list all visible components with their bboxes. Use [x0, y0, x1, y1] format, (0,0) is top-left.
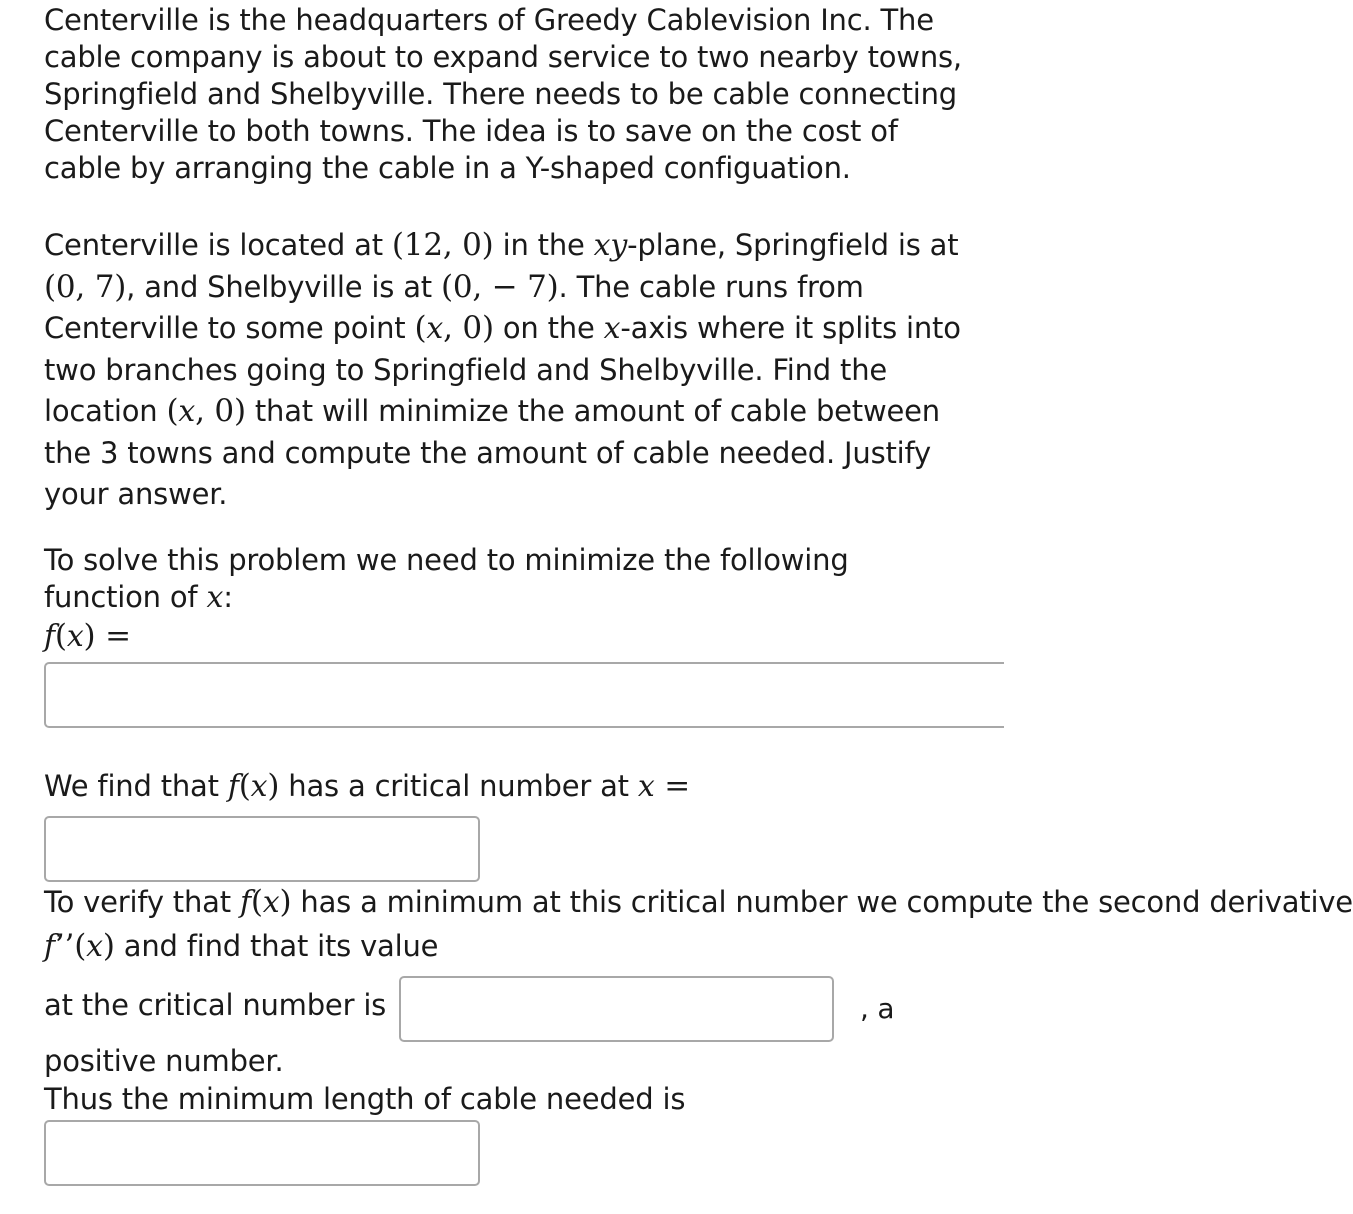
- problem-text: -axis where it splits into two branches going to Springfield and Shelbyville. Find the location: [44, 311, 961, 428]
- split-point-open: (: [414, 310, 427, 346]
- verify-line-1: [44, 884, 1353, 921]
- verify-line-2: [44, 928, 438, 965]
- min-length-label: Thus the minimum length of cable needed is: [44, 1082, 686, 1116]
- positive-suffix: , a: [860, 992, 895, 1025]
- fx-label: [44, 618, 131, 655]
- second-derivative-input[interactable]: [399, 976, 834, 1042]
- f-symbol: f: [44, 619, 55, 654]
- x-symbol: x: [603, 311, 621, 346]
- f-symbol: f: [239, 885, 251, 920]
- instruction-text: To solve this problem we need to minimize the following function of: [44, 543, 849, 614]
- x-symbol: x: [250, 769, 268, 804]
- xy-symbol: xy: [593, 228, 628, 263]
- x-symbol: x: [66, 619, 84, 654]
- verify-text: To verify that: [44, 885, 240, 919]
- verify-line-3: at the critical number is: [44, 988, 387, 1022]
- paren-open: (: [74, 928, 87, 964]
- problem-text: on the: [493, 311, 604, 345]
- paren-close: ): [83, 618, 96, 654]
- shelbyville-coord: (0, − 7): [440, 268, 559, 305]
- f-symbol: f: [44, 929, 55, 964]
- location-close: , 0): [195, 393, 246, 429]
- paren-open: (: [238, 768, 251, 804]
- critical-number-input[interactable]: [44, 816, 480, 882]
- double-prime: ’’: [54, 928, 75, 964]
- problem-text: . The cable runs from Centerville to some point: [44, 269, 864, 345]
- verify-text: has a minimum at this critical number we compute the second derivative: [291, 885, 1353, 919]
- paren-close: ): [279, 884, 292, 920]
- x-symbol: x: [206, 580, 224, 615]
- min-length-input[interactable]: [44, 1120, 480, 1186]
- paren-open: (: [54, 618, 67, 654]
- problem-text: , and Shelbyville is at: [126, 269, 441, 304]
- critical-text: We find that: [44, 769, 228, 803]
- location-open: (: [166, 393, 179, 429]
- fx-answer-input[interactable]: [44, 662, 1004, 728]
- x-symbol: x: [637, 769, 655, 804]
- instruction-text: :: [223, 580, 233, 614]
- problem-text: in the: [493, 228, 594, 262]
- critical-text: has a critical number at: [279, 769, 638, 803]
- problem-text: that will minimize the amount of cable between the 3 towns and compute the amount of cable needed. Justify your answer.: [44, 394, 940, 511]
- problem-text: Centerville is located at: [44, 228, 392, 262]
- split-point-x: x: [426, 311, 444, 346]
- problem-paragraph: [44, 225, 969, 516]
- split-point-close: , 0): [443, 310, 494, 346]
- springfield-coord: (0, 7): [44, 268, 127, 305]
- paren-close: ): [267, 768, 280, 804]
- intro-paragraph: Centerville is the headquarters of Greedy Cablevision Inc. The cable company is about to expand service to two nearby towns, Springfield and Shelbyville. There needs to be cable connecting Centerville to both towns. The idea is to save on the cost of cable by arranging the cable in a Y-shaped configuation.: [44, 3, 962, 185]
- positive-number-text: positive number.: [44, 1044, 284, 1078]
- f-symbol: f: [227, 769, 239, 804]
- location-x: x: [178, 394, 196, 429]
- verify-text: and find that its value: [114, 929, 439, 963]
- minimize-instruction: [44, 542, 969, 616]
- equals-sign: =: [95, 618, 131, 654]
- paren-close: ): [102, 928, 115, 964]
- x-symbol: x: [86, 929, 103, 964]
- problem-text: -plane, Springfield is at: [627, 228, 959, 262]
- paren-open: (: [250, 884, 263, 920]
- equals-sign: =: [654, 768, 691, 804]
- x-symbol: x: [262, 885, 280, 920]
- centerville-coord: (12, 0): [391, 227, 494, 263]
- critical-number-label: [44, 768, 690, 805]
